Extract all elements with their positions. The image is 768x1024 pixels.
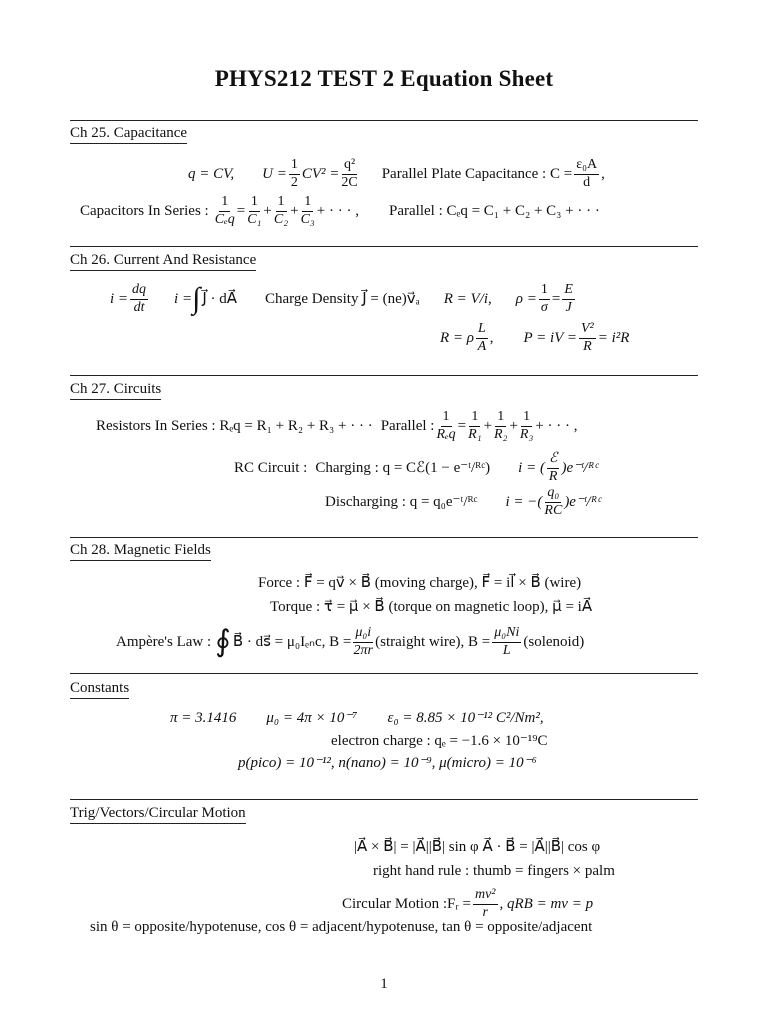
eq-ampere-mid: B⃗ · ds⃗ = μ₀Iₑₙc, B = bbox=[232, 633, 352, 650]
trig-line-1 bbox=[354, 840, 600, 855]
plus: + bbox=[483, 417, 493, 434]
plus: + bbox=[263, 202, 272, 219]
eq-parallel-caps: Parallel : Cₑq = C₁ + C₂ + C₃ + · · · bbox=[389, 202, 600, 219]
const-mu0: μ₀ = 4π × 10⁻⁷ bbox=[266, 710, 358, 726]
capacitance-line-1 bbox=[188, 158, 605, 190]
eq-ampere-mid2: (straight wire), B = bbox=[375, 633, 491, 650]
trig-line-4 bbox=[90, 920, 592, 935]
circuits-line-2 bbox=[234, 452, 598, 484]
fraction: $\frac{1}{2}$ bbox=[290, 157, 298, 190]
section-divider bbox=[70, 537, 698, 538]
const-prefixes: p(pico) = 10⁻¹², n(nano) = 10⁻⁹, μ(micro) = 10⁻⁶ bbox=[238, 755, 537, 771]
section-heading-capacitance: Ch 25. Capacitance bbox=[70, 125, 187, 144]
fraction: $\frac{\text{q²}}{2C}$ bbox=[341, 157, 358, 190]
eq-force: Force : F⃗ = qv⃗ × B⃗ (moving charge), F⃗ = il⃗ × B⃗ (wire) bbox=[258, 575, 582, 591]
section-heading-trig: Trig/Vectors/Circular Motion bbox=[70, 805, 246, 824]
contour-integral-symbol: ∮ bbox=[215, 625, 231, 659]
section-heading-magnetic: Ch 28. Magnetic Fields bbox=[70, 542, 211, 561]
integral-symbol: ∫ bbox=[192, 282, 201, 316]
section-divider bbox=[70, 375, 698, 376]
fraction: $\frac{\text{q₀}}{RC}$ bbox=[544, 485, 563, 518]
current-line-2 bbox=[440, 322, 629, 354]
eq-i-dis-tail: )e⁻ᵗ/ᴿᶜ bbox=[564, 493, 602, 510]
trig-line-3 bbox=[342, 888, 593, 920]
equals: = bbox=[457, 417, 467, 434]
eq-torque: Torque : τ⃗ = μ⃗ × B⃗ (torque on magnetic loop), μ⃗ = iA⃗ bbox=[270, 599, 593, 615]
fraction: $\frac{\text{ε₀A}}{d}$ bbox=[576, 157, 598, 190]
equals: = bbox=[236, 202, 246, 219]
plus: + bbox=[509, 417, 518, 434]
series-tail: + · · · , bbox=[316, 202, 359, 219]
fraction: $\frac{1}{\sigma}$ bbox=[540, 282, 548, 315]
circuits-line-1 bbox=[96, 410, 578, 442]
eq-series-lead: Capacitors In Series : bbox=[80, 202, 209, 219]
fraction: $\frac{\text{μ₀i}}{2\pi r}$ bbox=[353, 625, 373, 658]
const-electron-charge: electron charge : qₑ = −1.6 × 10⁻¹⁹C bbox=[331, 733, 548, 749]
eq-r-vi: R = V/i, bbox=[443, 290, 492, 307]
section-heading-circuits: Ch 27. Circuits bbox=[70, 381, 161, 400]
eq-i-charge-tail: )e⁻ᵗ/ᴿᶜ bbox=[561, 459, 599, 476]
fraction: $\frac{\text{ℰ}}{R}$ bbox=[548, 451, 558, 484]
constants-line-2 bbox=[331, 734, 548, 749]
eq-i2-lead: i = bbox=[174, 290, 193, 307]
eq-rho-lead: ρ = bbox=[515, 290, 537, 307]
page-number: 1 bbox=[380, 976, 388, 992]
eq-charging: Charging : q = Cℰ(1 − e⁻ᵗ/ᴿᶜ) bbox=[315, 459, 491, 476]
series-tail: + · · · , bbox=[535, 417, 578, 434]
eq-parallel-plate: Parallel Plate Capacitance : C = bbox=[381, 165, 573, 182]
fraction: $\frac{1}{\text{R₁}}$ bbox=[468, 409, 482, 442]
eq-q-cv: q = CV, bbox=[188, 165, 235, 182]
fraction: $\frac{1}{\text{C₂}}$ bbox=[273, 194, 289, 227]
eq-circular-tail: , qRB = mv = p bbox=[499, 895, 594, 912]
fraction: $\frac{1}{\text{Cₑq}}$ bbox=[214, 194, 235, 227]
fraction: $\frac{1}{\text{C₃}}$ bbox=[300, 194, 315, 227]
eq-p-lead: P = iV = bbox=[523, 329, 577, 346]
section-divider bbox=[70, 246, 698, 247]
section-divider bbox=[70, 799, 698, 800]
plus: + bbox=[290, 202, 299, 219]
section-heading-constants: Constants bbox=[70, 680, 129, 699]
eq-u-lead: U = bbox=[262, 165, 287, 182]
trig-line-2 bbox=[373, 864, 615, 879]
section-divider bbox=[70, 673, 698, 674]
eq-i-dis-lead: i = −( bbox=[505, 493, 543, 510]
capacitance-line-2 bbox=[80, 195, 600, 227]
constants-line-1 bbox=[170, 711, 544, 726]
fraction: $\frac{dq}{dt}$ bbox=[132, 282, 147, 315]
fraction: $\frac{1}{\text{Rₑq}}$ bbox=[436, 409, 456, 442]
eq-i2-tail: J⃗ · dA⃗ bbox=[202, 290, 237, 307]
section-divider bbox=[70, 120, 698, 121]
eq-right-hand-rule: right hand rule : thumb = fingers × palm bbox=[373, 863, 615, 879]
section-heading-current: Ch 26. Current And Resistance bbox=[70, 252, 256, 271]
eq-r-lead: R = ρ bbox=[440, 329, 474, 346]
eq-cross-dot: |A⃗ × B⃗| = |A⃗||B⃗| sin φ A⃗ · B⃗ = |A⃗||B⃗| cos φ bbox=[354, 839, 601, 855]
eq-i-lead: i = bbox=[110, 290, 129, 307]
fraction: $\frac{\text{mv²}}{r}$ bbox=[474, 887, 496, 920]
magnetic-line-2 bbox=[270, 600, 592, 615]
eq-charge-density: Charge Density J⃗ = (ne)v⃗ₐ bbox=[265, 290, 420, 307]
eq-u-mid: CV² = bbox=[301, 165, 340, 182]
fraction: $\frac{\text{V²}}{R}$ bbox=[580, 321, 594, 354]
eq-circular-lead: Circular Motion :Fᵣ = bbox=[342, 895, 471, 912]
fraction: $\frac{L}{A}$ bbox=[477, 321, 487, 354]
fraction: $\frac{1}{\text{C₁}}$ bbox=[247, 194, 262, 227]
circuits-line-3 bbox=[325, 486, 601, 518]
fraction: $\frac{E}{J}$ bbox=[564, 282, 573, 315]
constants-line-3 bbox=[238, 756, 537, 771]
fraction: $\frac{\text{μ₀Ni}}{L}$ bbox=[494, 625, 520, 658]
page-title: PHYS212 TEST 2 Equation Sheet bbox=[214, 66, 554, 91]
ampere-law-label: Ampère's Law : bbox=[116, 633, 212, 650]
current-line-1 bbox=[110, 283, 577, 315]
const-eps0: ε₀ = 8.85 × 10⁻¹² C²/Nm², bbox=[387, 710, 544, 726]
rc-circuit-label: RC Circuit : bbox=[234, 459, 308, 476]
eq-trig-ratios: sin θ = opposite/hypotenuse, cos θ = adjacent/hypotenuse, tan θ = opposite/adjacent bbox=[90, 919, 593, 935]
eq-p-tail: = i²R bbox=[597, 329, 630, 346]
equals: = bbox=[551, 290, 561, 307]
magnetic-line-1 bbox=[258, 576, 581, 591]
eq-ampere-tail: (solenoid) bbox=[523, 633, 585, 650]
comma: , bbox=[489, 329, 494, 346]
magnetic-line-3 bbox=[116, 626, 584, 658]
eq-parallel-lead: Parallel : bbox=[380, 417, 435, 434]
fraction: $\frac{1}{\text{R₂}}$ bbox=[494, 409, 508, 442]
fraction: $\frac{1}{\text{R₃}}$ bbox=[519, 409, 534, 442]
eq-discharging: Discharging : q = q₀e⁻ᵗ/ᴿᶜ bbox=[325, 493, 478, 510]
const-pi: π = 3.1416 bbox=[170, 710, 237, 726]
eq-i-charge-lead: i = ( bbox=[518, 459, 545, 476]
eq-resistors-series: Resistors In Series : Rₑq = R₁ + R₂ + R₃ + · · · bbox=[96, 417, 373, 434]
comma: , bbox=[601, 165, 605, 182]
